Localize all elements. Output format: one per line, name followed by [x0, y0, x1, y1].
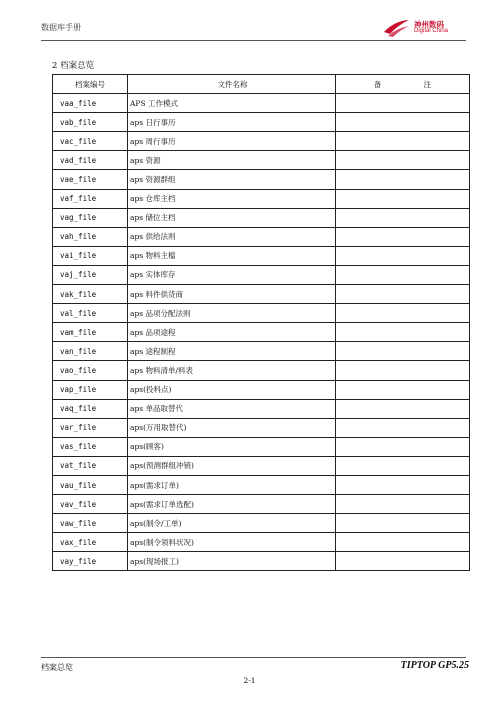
- remark-cell: [336, 246, 470, 265]
- table-row: [53, 437, 470, 456]
- remark-cell: [336, 380, 470, 399]
- file-code-cell: vak_file: [53, 285, 128, 304]
- remark-cell: [336, 304, 470, 323]
- header-title: 数据库手册: [41, 23, 81, 32]
- file-name-cell: aps 储位主档: [128, 208, 336, 227]
- footer-product-name: TIPTOP GP5.25: [400, 660, 469, 671]
- table-row: [53, 189, 470, 208]
- remark-cell: [336, 189, 470, 208]
- table-row: [53, 323, 470, 342]
- table-row: [53, 304, 470, 323]
- remark-cell: [336, 94, 470, 113]
- file-code-cell: val_file: [53, 304, 128, 323]
- table-row: [53, 495, 470, 514]
- file-code-cell: van_file: [53, 342, 128, 361]
- table-header-row: [53, 75, 470, 94]
- file-name-cell: aps 途程制程: [128, 342, 336, 361]
- remark-cell: [336, 170, 470, 189]
- remark-cell: [336, 533, 470, 552]
- file-name-cell: aps 供给法则: [128, 227, 336, 246]
- file-name-cell: aps 料件供货商: [128, 285, 336, 304]
- file-name-cell: aps 资源群组: [128, 170, 336, 189]
- file-name-cell: aps 品项分配法则: [128, 304, 336, 323]
- table-row: [53, 227, 470, 246]
- file-name-cell: aps(制令领料状况): [128, 533, 336, 552]
- file-code-cell: vao_file: [53, 361, 128, 380]
- file-code-cell: vab_file: [53, 113, 128, 132]
- remark-cell: [336, 456, 470, 475]
- file-code-cell: vav_file: [53, 495, 128, 514]
- file-code-cell: vaq_file: [53, 399, 128, 418]
- remark-cell: [336, 418, 470, 437]
- remark-cell: [336, 342, 470, 361]
- file-code-cell: vaw_file: [53, 514, 128, 533]
- table-row: [53, 533, 470, 552]
- table-row: [53, 94, 470, 113]
- remark-cell: [336, 552, 470, 571]
- file-name-cell: aps(预测群组冲销): [128, 456, 336, 475]
- file-name-cell: aps(需求订单): [128, 475, 336, 494]
- section-title: 2 档案总览: [52, 61, 95, 71]
- file-code-cell: vax_file: [53, 533, 128, 552]
- file-code-cell: vac_file: [53, 132, 128, 151]
- remark-cell: [336, 285, 470, 304]
- table-row: [53, 170, 470, 189]
- remark-cell: [336, 323, 470, 342]
- file-code-cell: vay_file: [53, 552, 128, 571]
- table-row: [53, 208, 470, 227]
- remark-cell: [336, 399, 470, 418]
- column-header-code: 档案编号: [53, 75, 128, 94]
- remark-cell: [336, 265, 470, 284]
- file-code-cell: vau_file: [53, 475, 128, 494]
- table-row: [53, 380, 470, 399]
- file-code-cell: vah_file: [53, 227, 128, 246]
- file-code-cell: vaf_file: [53, 189, 128, 208]
- file-table: [52, 74, 470, 571]
- file-name-cell: aps 品项途程: [128, 323, 336, 342]
- table-row: [53, 285, 470, 304]
- header-divider: [41, 40, 466, 41]
- file-name-cell: aps(顾客): [128, 437, 336, 456]
- table-row: [53, 475, 470, 494]
- file-code-cell: vaa_file: [53, 94, 128, 113]
- table-row: [53, 514, 470, 533]
- table-row: [53, 456, 470, 475]
- file-code-cell: vam_file: [53, 323, 128, 342]
- logo-subtitle: Digital China: [414, 28, 449, 34]
- remark-cell: [336, 475, 470, 494]
- file-code-cell: vag_file: [53, 208, 128, 227]
- remark-cell: [336, 208, 470, 227]
- file-name-cell: aps(万用取替代): [128, 418, 336, 437]
- remark-cell: [336, 437, 470, 456]
- file-code-cell: vaj_file: [53, 265, 128, 284]
- file-code-cell: vat_file: [53, 456, 128, 475]
- file-name-cell: aps(需求订单选配): [128, 495, 336, 514]
- file-name-cell: aps 物料清单/料表: [128, 361, 336, 380]
- file-name-cell: aps 物料主檔: [128, 246, 336, 265]
- file-name-cell: aps(现场报工): [128, 552, 336, 571]
- table-row: [53, 399, 470, 418]
- footer-section-name: 档案总览: [41, 663, 73, 672]
- table-row: [53, 265, 470, 284]
- remark-cell: [336, 151, 470, 170]
- table-row: [53, 552, 470, 571]
- file-name-cell: aps 实体库存: [128, 265, 336, 284]
- table-row: [53, 342, 470, 361]
- remark-cell: [336, 113, 470, 132]
- file-name-cell: aps 仓库主档: [128, 189, 336, 208]
- file-code-cell: vae_file: [53, 170, 128, 189]
- column-header-remark: 备 注: [336, 75, 470, 94]
- file-name-cell: aps 单品取替代: [128, 399, 336, 418]
- file-code-cell: var_file: [53, 418, 128, 437]
- column-header-name: 文件名称: [128, 75, 336, 94]
- file-code-cell: vas_file: [53, 437, 128, 456]
- file-name-cell: aps(制令/工单): [128, 514, 336, 533]
- file-code-cell: vad_file: [53, 151, 128, 170]
- table-row: [53, 246, 470, 265]
- file-name-cell: aps 周行事历: [128, 132, 336, 151]
- remark-cell: [336, 361, 470, 380]
- remark-cell: [336, 227, 470, 246]
- file-name-cell: APS 工作模式: [128, 94, 336, 113]
- table-row: [53, 361, 470, 380]
- table-row: [53, 132, 470, 151]
- file-name-cell: aps 日行事历: [128, 113, 336, 132]
- company-logo: [382, 17, 472, 39]
- remark-cell: [336, 495, 470, 514]
- file-name-cell: aps 资源: [128, 151, 336, 170]
- table-row: [53, 418, 470, 437]
- logo-name: 神州数码: [414, 20, 444, 29]
- table-row: [53, 113, 470, 132]
- footer-divider: [41, 657, 466, 658]
- logo-swoosh-icon: [382, 17, 412, 39]
- remark-cell: [336, 132, 470, 151]
- page-number: 2-1: [243, 676, 256, 685]
- file-code-cell: vap_file: [53, 380, 128, 399]
- file-code-cell: vai_file: [53, 246, 128, 265]
- file-name-cell: aps(投料点): [128, 380, 336, 399]
- remark-cell: [336, 514, 470, 533]
- table-row: [53, 151, 470, 170]
